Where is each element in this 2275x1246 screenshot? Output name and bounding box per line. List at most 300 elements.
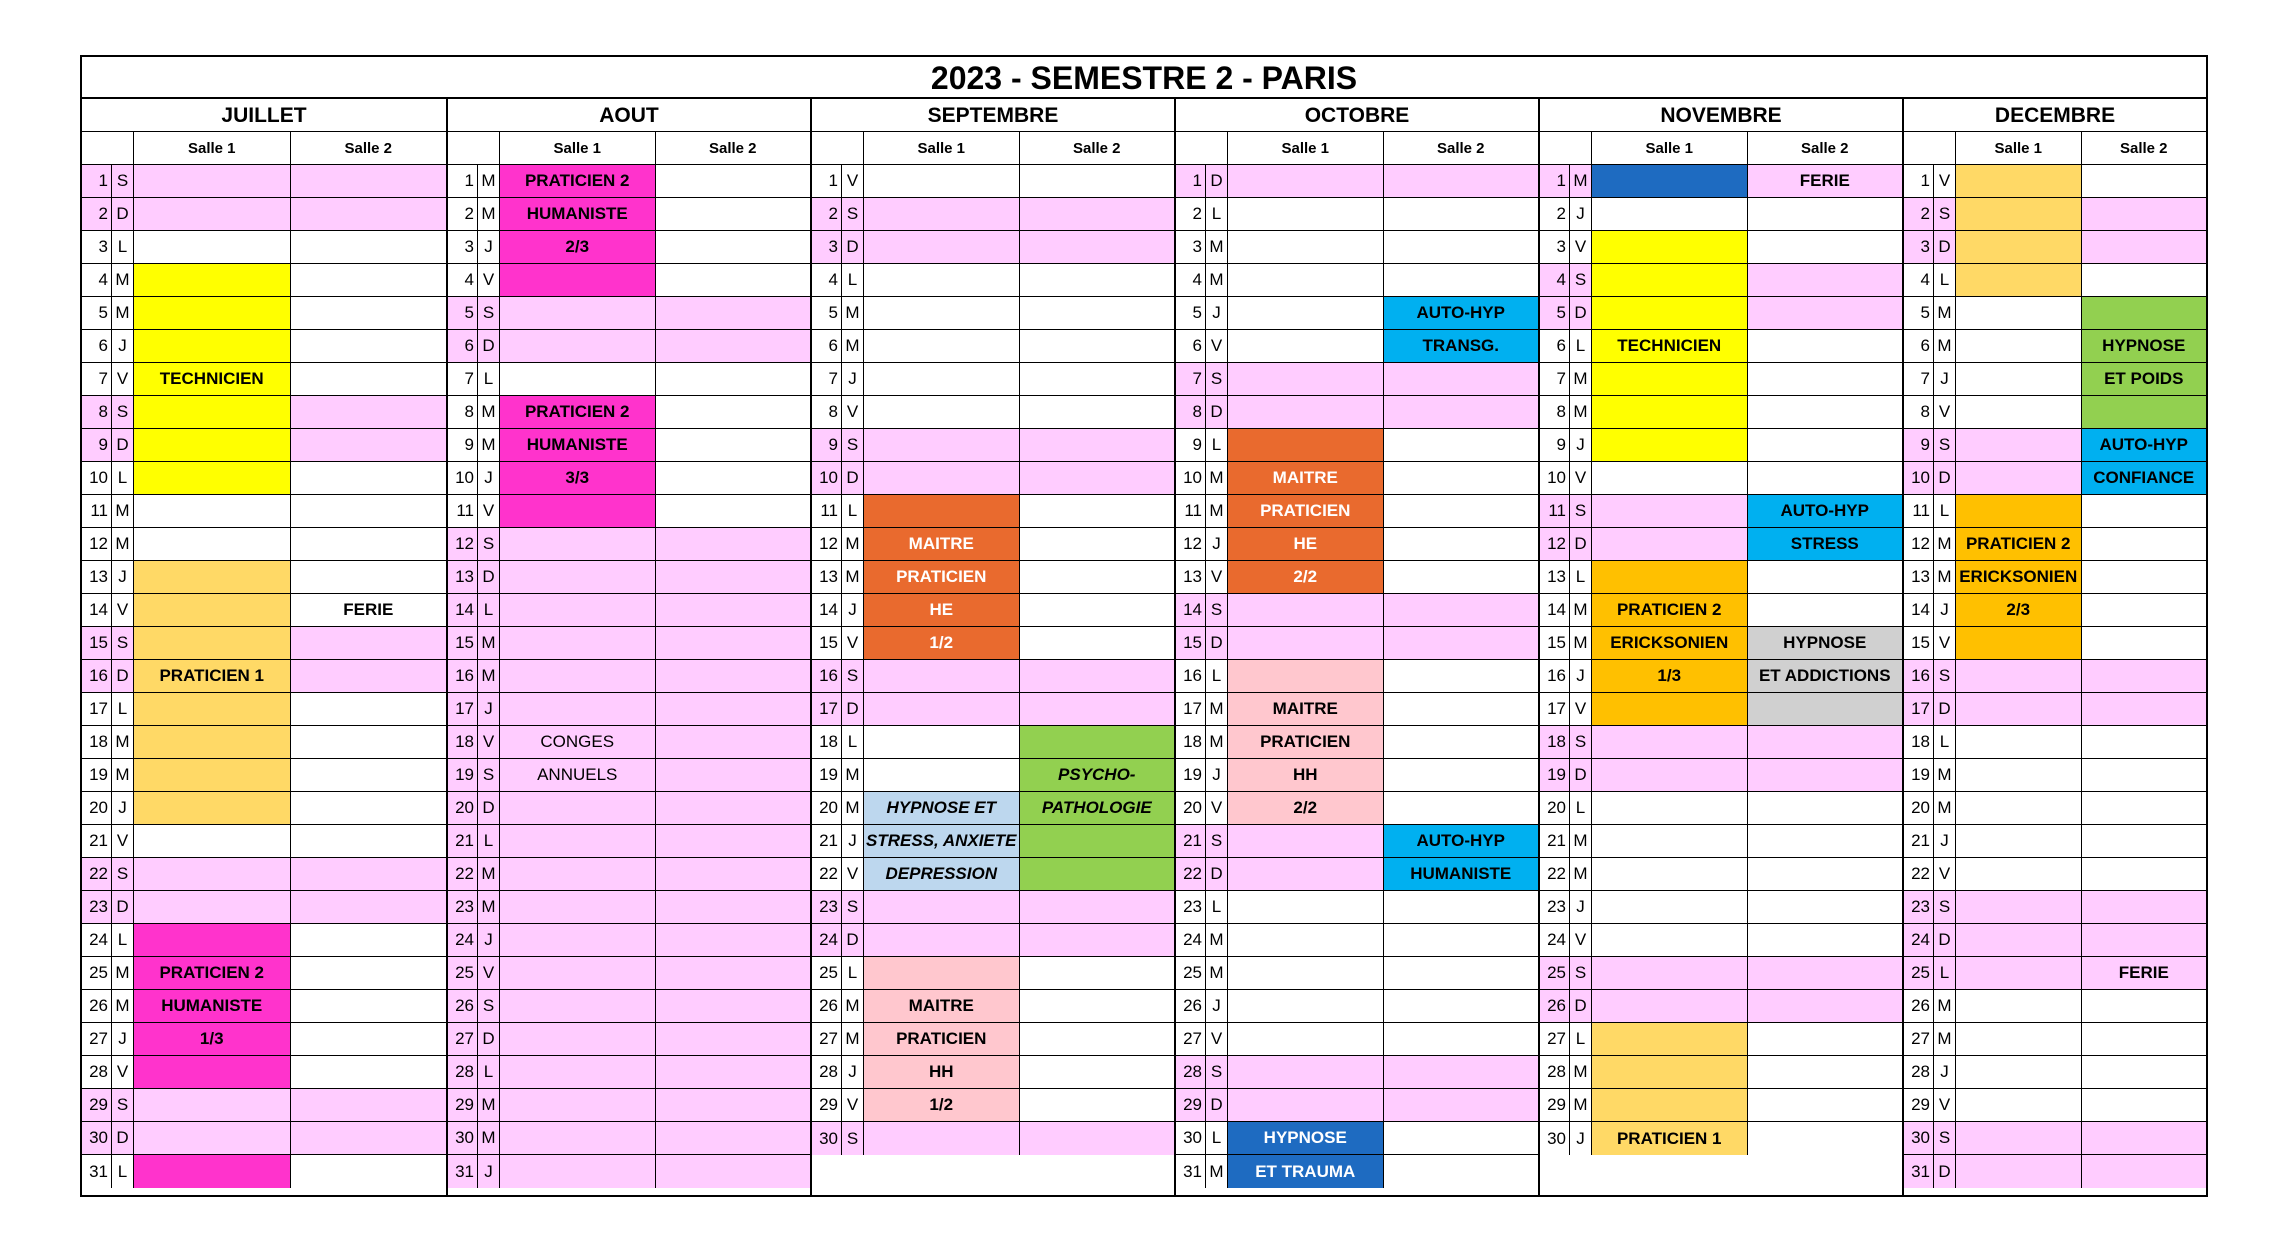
day-row (82, 561, 446, 594)
day-row (1904, 660, 2206, 693)
weekday-letter: S (1934, 429, 1956, 461)
weekday-letter: L (478, 1056, 500, 1088)
room-2-cell (1748, 759, 1903, 791)
room-header-row (448, 132, 810, 165)
day-row (1540, 594, 1902, 627)
room-2-cell: PATHOLOGIE (1020, 792, 1175, 824)
room-2-cell (656, 1023, 811, 1055)
weekday-letter: J (112, 561, 134, 593)
day-row (82, 726, 446, 759)
room-1-cell (500, 1155, 656, 1188)
day-row (1176, 561, 1538, 594)
month-name: AOUT (448, 99, 810, 132)
weekday-letter: M (478, 858, 500, 890)
room-2-cell (1384, 1023, 1539, 1055)
day-row (812, 528, 1174, 561)
day-number: 21 (82, 825, 112, 857)
room-2-cell (1748, 1056, 1903, 1088)
day-row (1176, 891, 1538, 924)
day-row (82, 693, 446, 726)
day-number: 18 (1176, 726, 1206, 758)
day-row (1540, 561, 1902, 594)
room-1-cell (1956, 858, 2082, 890)
room-2-cell (656, 825, 811, 857)
day-row (82, 825, 446, 858)
room-2-cell (1748, 891, 1903, 923)
room-1-cell (864, 957, 1020, 989)
weekday-letter: M (1206, 693, 1228, 725)
room-2-cell (1384, 660, 1539, 692)
room-1-cell (864, 264, 1020, 296)
weekday-letter: S (1934, 198, 1956, 230)
weekday-letter: L (1570, 330, 1592, 362)
weekday-letter: V (1570, 693, 1592, 725)
day-row (82, 792, 446, 825)
day-row (1904, 924, 2206, 957)
month-juillet (82, 99, 446, 1197)
weekday-letter: V (112, 1056, 134, 1088)
room-1-cell (1956, 990, 2082, 1022)
day-number: 6 (82, 330, 112, 362)
weekday-letter: L (1206, 198, 1228, 230)
room-header-2: Salle 2 (1072, 139, 1121, 157)
day-number: 30 (1904, 1122, 1934, 1154)
header-blank (1540, 132, 1592, 164)
day-row (812, 693, 1174, 726)
weekday-letter: M (1206, 726, 1228, 758)
room-2-cell (1748, 231, 1903, 263)
room-1-cell (1592, 726, 1748, 758)
room-2-cell: ET POIDS (2082, 363, 2207, 395)
room-1-cell: HUMANISTE (500, 429, 656, 461)
header-blank (82, 132, 134, 164)
weekday-letter: V (1934, 858, 1956, 890)
day-row (812, 990, 1174, 1023)
weekday-letter: V (1934, 165, 1956, 197)
room-1-cell (864, 495, 1020, 527)
day-row (82, 924, 446, 957)
day-row (1904, 1122, 2206, 1155)
day-row (812, 660, 1174, 693)
day-row (1904, 561, 2206, 594)
day-number: 5 (448, 297, 478, 329)
day-row (812, 594, 1174, 627)
room-2-cell: TRANSG. (1384, 330, 1539, 362)
room-2-cell (1020, 990, 1175, 1022)
day-number: 18 (448, 726, 478, 758)
weekday-letter: J (1206, 297, 1228, 329)
room-header-row (82, 132, 446, 165)
day-row (448, 693, 810, 726)
day-number: 5 (1176, 297, 1206, 329)
day-number: 16 (1904, 660, 1934, 692)
weekday-letter: L (1570, 1023, 1592, 1055)
day-row (812, 891, 1174, 924)
weekday-letter: V (1570, 231, 1592, 263)
day-row (82, 264, 446, 297)
room-2-cell: AUTO-HYP (1384, 825, 1539, 857)
day-number: 21 (448, 825, 478, 857)
header-blank (1904, 132, 1956, 164)
day-number: 28 (448, 1056, 478, 1088)
room-2-cell (1384, 1155, 1539, 1188)
room-2-cell (656, 759, 811, 791)
room-2-cell (656, 957, 811, 989)
weekday-letter: M (842, 528, 864, 560)
room-2-cell (1020, 264, 1175, 296)
room-1-cell: PRATICIEN (864, 561, 1020, 593)
day-number: 20 (1176, 792, 1206, 824)
weekday-letter: M (1934, 990, 1956, 1022)
room-2-cell (656, 924, 811, 956)
day-number: 27 (82, 1023, 112, 1055)
weekday-letter: J (1570, 891, 1592, 923)
day-number: 16 (1176, 660, 1206, 692)
room-1-cell: PRATICIEN 2 (134, 957, 291, 989)
room-2-cell (291, 495, 447, 527)
room-1-cell (864, 759, 1020, 791)
day-number: 11 (1904, 495, 1934, 527)
weekday-letter: D (1934, 462, 1956, 494)
day-number: 7 (82, 363, 112, 395)
day-number: 13 (1540, 561, 1570, 593)
room-2-cell: STRESS (1748, 528, 1903, 560)
day-number: 5 (1540, 297, 1570, 329)
day-number: 29 (1904, 1089, 1934, 1121)
weekday-letter: D (1934, 1155, 1956, 1188)
weekday-letter: M (112, 990, 134, 1022)
room-2-cell (1020, 165, 1175, 197)
day-row (812, 1122, 1174, 1155)
room-2-cell (1020, 924, 1175, 956)
day-number: 8 (448, 396, 478, 428)
weekday-letter: D (1570, 297, 1592, 329)
room-2-cell (291, 1122, 447, 1154)
room-2-cell (2082, 1089, 2207, 1121)
day-row (1904, 627, 2206, 660)
weekday-letter: J (842, 825, 864, 857)
day-number: 11 (448, 495, 478, 527)
weekday-letter: M (1206, 264, 1228, 296)
weekday-letter: J (842, 363, 864, 395)
weekday-letter: J (1570, 198, 1592, 230)
day-number: 12 (1176, 528, 1206, 560)
day-row (448, 1122, 810, 1155)
weekday-letter: M (1934, 759, 1956, 791)
day-number: 25 (448, 957, 478, 989)
room-header-1: Salle 1 (1592, 132, 1748, 164)
room-1-cell (500, 1056, 656, 1088)
day-number: 9 (1904, 429, 1934, 461)
room-1-cell: 2/3 (1956, 594, 2082, 626)
weekday-letter: D (478, 1023, 500, 1055)
day-row (1904, 891, 2206, 924)
room-2-cell (1748, 594, 1903, 626)
room-1-cell (864, 693, 1020, 725)
room-1-cell (1228, 297, 1384, 329)
day-row (1904, 792, 2206, 825)
day-row (448, 363, 810, 396)
room-2-cell (291, 759, 447, 791)
room-1-cell (864, 660, 1020, 692)
day-number: 13 (812, 561, 842, 593)
day-number: 21 (1540, 825, 1570, 857)
room-1-cell (864, 363, 1020, 395)
room-header-1: Salle 1 (500, 132, 656, 164)
weekday-letter: M (842, 759, 864, 791)
weekday-letter: D (1206, 627, 1228, 659)
weekday-letter: L (1934, 957, 1956, 989)
day-number: 8 (1540, 396, 1570, 428)
weekday-letter: S (1934, 660, 1956, 692)
day-row (1540, 231, 1902, 264)
day-number: 29 (82, 1089, 112, 1121)
room-2-cell (2082, 924, 2207, 956)
day-row (1540, 429, 1902, 462)
weekday-letter: D (842, 462, 864, 494)
weekday-letter: M (1934, 561, 1956, 593)
weekday-letter: D (1934, 231, 1956, 263)
calendar-table (80, 55, 2208, 1197)
day-row (1176, 759, 1538, 792)
room-1-cell (134, 924, 291, 956)
month-name: DECEMBRE (1904, 99, 2206, 132)
room-1-cell (134, 1056, 291, 1088)
day-row (1176, 990, 1538, 1023)
room-1-cell (1592, 363, 1748, 395)
day-number: 17 (448, 693, 478, 725)
room-1-cell (134, 396, 291, 428)
day-row (82, 759, 446, 792)
room-1-cell (1956, 330, 2082, 362)
room-2-cell (656, 198, 811, 230)
room-1-cell (1956, 792, 2082, 824)
weekday-letter: D (1570, 759, 1592, 791)
room-2-cell (291, 990, 447, 1022)
day-number: 2 (1904, 198, 1934, 230)
weekday-letter: M (478, 1122, 500, 1154)
day-number: 17 (812, 693, 842, 725)
day-number: 31 (82, 1155, 112, 1188)
day-number: 16 (1540, 660, 1570, 692)
room-2-cell (291, 693, 447, 725)
room-2-cell (291, 297, 447, 329)
weekday-letter: V (842, 858, 864, 890)
weekday-letter: M (1570, 396, 1592, 428)
day-row (1176, 495, 1538, 528)
room-1-cell: DEPRESSION (864, 858, 1020, 890)
day-number: 4 (448, 264, 478, 296)
day-row (1904, 1155, 2206, 1188)
room-2-cell (1384, 891, 1539, 923)
room-2-cell (291, 726, 447, 758)
room-1-cell (1592, 825, 1748, 857)
room-1-cell (134, 198, 291, 230)
weekday-letter: M (1934, 1023, 1956, 1055)
day-number: 11 (812, 495, 842, 527)
day-number: 22 (1176, 858, 1206, 890)
weekday-letter: M (478, 1089, 500, 1121)
day-row (1540, 264, 1902, 297)
room-2-cell (2082, 858, 2207, 890)
day-row (448, 330, 810, 363)
day-number: 24 (1540, 924, 1570, 956)
room-2-cell (1384, 165, 1539, 197)
room-2-cell (2082, 693, 2207, 725)
room-1-cell (1956, 957, 2082, 989)
month-name: SEPTEMBRE (812, 99, 1174, 132)
room-2-cell (2082, 825, 2207, 857)
room-2-cell (291, 396, 447, 428)
weekday-letter: D (1206, 396, 1228, 428)
day-number: 28 (1904, 1056, 1934, 1088)
room-1-cell (134, 792, 291, 824)
room-1-cell: MAITRE (864, 990, 1020, 1022)
room-1-cell (500, 1089, 656, 1121)
weekday-letter: D (478, 792, 500, 824)
day-number: 28 (1540, 1056, 1570, 1088)
room-1-cell: MAITRE (1228, 693, 1384, 725)
day-number: 19 (1540, 759, 1570, 791)
weekday-letter: S (1934, 1122, 1956, 1154)
room-1-cell (1956, 1155, 2082, 1188)
weekday-letter: M (842, 561, 864, 593)
room-1-cell (1956, 825, 2082, 857)
day-row (1904, 726, 2206, 759)
day-number: 14 (1904, 594, 1934, 626)
weekday-letter: S (1570, 264, 1592, 296)
room-2-cell (2082, 396, 2207, 428)
day-number: 20 (448, 792, 478, 824)
weekday-letter: L (1934, 726, 1956, 758)
room-2-cell (1020, 495, 1175, 527)
day-number: 22 (812, 858, 842, 890)
day-number: 9 (812, 429, 842, 461)
weekday-letter: J (1206, 528, 1228, 560)
day-row (82, 297, 446, 330)
room-2-cell (2082, 759, 2207, 791)
weekday-letter: J (478, 1155, 500, 1188)
day-row (82, 429, 446, 462)
weekday-letter: D (842, 924, 864, 956)
room-1-cell (864, 924, 1020, 956)
room-2-cell (291, 198, 447, 230)
weekday-letter: M (478, 396, 500, 428)
day-row (448, 165, 810, 198)
room-1-cell (134, 825, 291, 857)
day-number: 2 (82, 198, 112, 230)
room-1-cell (1592, 198, 1748, 230)
room-2-cell (1748, 396, 1903, 428)
weekday-letter: D (1206, 858, 1228, 890)
day-row (1176, 1155, 1538, 1188)
room-2-cell (1384, 924, 1539, 956)
day-row (1176, 1089, 1538, 1122)
room-1-cell (500, 330, 656, 362)
room-1-cell (1228, 924, 1384, 956)
weekday-letter: D (842, 231, 864, 263)
day-number: 23 (1904, 891, 1934, 923)
room-2-cell: CONFIANCE (2082, 462, 2207, 494)
room-2-cell (2082, 231, 2207, 263)
weekday-letter: J (478, 924, 500, 956)
room-1-cell (1956, 462, 2082, 494)
room-1-cell: PRATICIEN 1 (1592, 1122, 1748, 1155)
day-number: 8 (1904, 396, 1934, 428)
day-number: 12 (82, 528, 112, 560)
room-1-cell (1592, 462, 1748, 494)
room-1-cell: HUMANISTE (134, 990, 291, 1022)
weekday-letter: J (1934, 594, 1956, 626)
month-name: OCTOBRE (1176, 99, 1538, 132)
room-2-cell (656, 792, 811, 824)
day-number: 28 (1176, 1056, 1206, 1088)
weekday-letter: D (478, 330, 500, 362)
room-1-cell: CONGES (500, 726, 656, 758)
room-2-cell (291, 1155, 447, 1188)
room-1-cell: PRATICIEN 2 (1956, 528, 2082, 560)
room-1-cell (864, 891, 1020, 923)
room-2-cell (1384, 1089, 1539, 1121)
weekday-letter: J (112, 330, 134, 362)
room-1-cell (500, 495, 656, 527)
day-number: 13 (1904, 561, 1934, 593)
weekday-letter: L (112, 693, 134, 725)
day-number: 6 (1904, 330, 1934, 362)
room-1-cell (864, 1122, 1020, 1155)
room-header-1: Salle 1 (864, 132, 1020, 164)
room-1-cell (1956, 495, 2082, 527)
room-2-cell (1748, 990, 1903, 1022)
room-2-cell (291, 891, 447, 923)
day-number: 31 (1176, 1155, 1206, 1188)
day-row (1176, 924, 1538, 957)
weekday-letter: S (1570, 726, 1592, 758)
room-1-cell (1592, 495, 1748, 527)
weekday-letter: M (1570, 594, 1592, 626)
day-number: 4 (1904, 264, 1934, 296)
day-row (1176, 693, 1538, 726)
day-row (1540, 495, 1902, 528)
room-2-cell (1748, 1122, 1903, 1155)
day-number: 7 (812, 363, 842, 395)
day-row (812, 858, 1174, 891)
day-number: 1 (1540, 165, 1570, 197)
room-1-cell: PRATICIEN 2 (500, 396, 656, 428)
weekday-letter: S (112, 396, 134, 428)
day-number: 27 (812, 1023, 842, 1055)
day-number: 26 (1904, 990, 1934, 1022)
day-number: 18 (1904, 726, 1934, 758)
day-row (1176, 957, 1538, 990)
weekday-letter: S (478, 297, 500, 329)
weekday-letter: M (112, 495, 134, 527)
weekday-letter: M (1934, 792, 1956, 824)
room-2-cell (291, 1023, 447, 1055)
room-2-cell (1020, 891, 1175, 923)
room-1-cell (134, 1122, 291, 1154)
room-2-cell (1748, 858, 1903, 890)
day-number: 6 (1176, 330, 1206, 362)
day-row (1176, 198, 1538, 231)
room-2-cell (291, 957, 447, 989)
day-row (812, 1023, 1174, 1056)
day-number: 19 (1904, 759, 1934, 791)
room-2-cell (656, 1155, 811, 1188)
room-2-cell (1020, 561, 1175, 593)
weekday-letter: D (1934, 693, 1956, 725)
day-row (1540, 693, 1902, 726)
